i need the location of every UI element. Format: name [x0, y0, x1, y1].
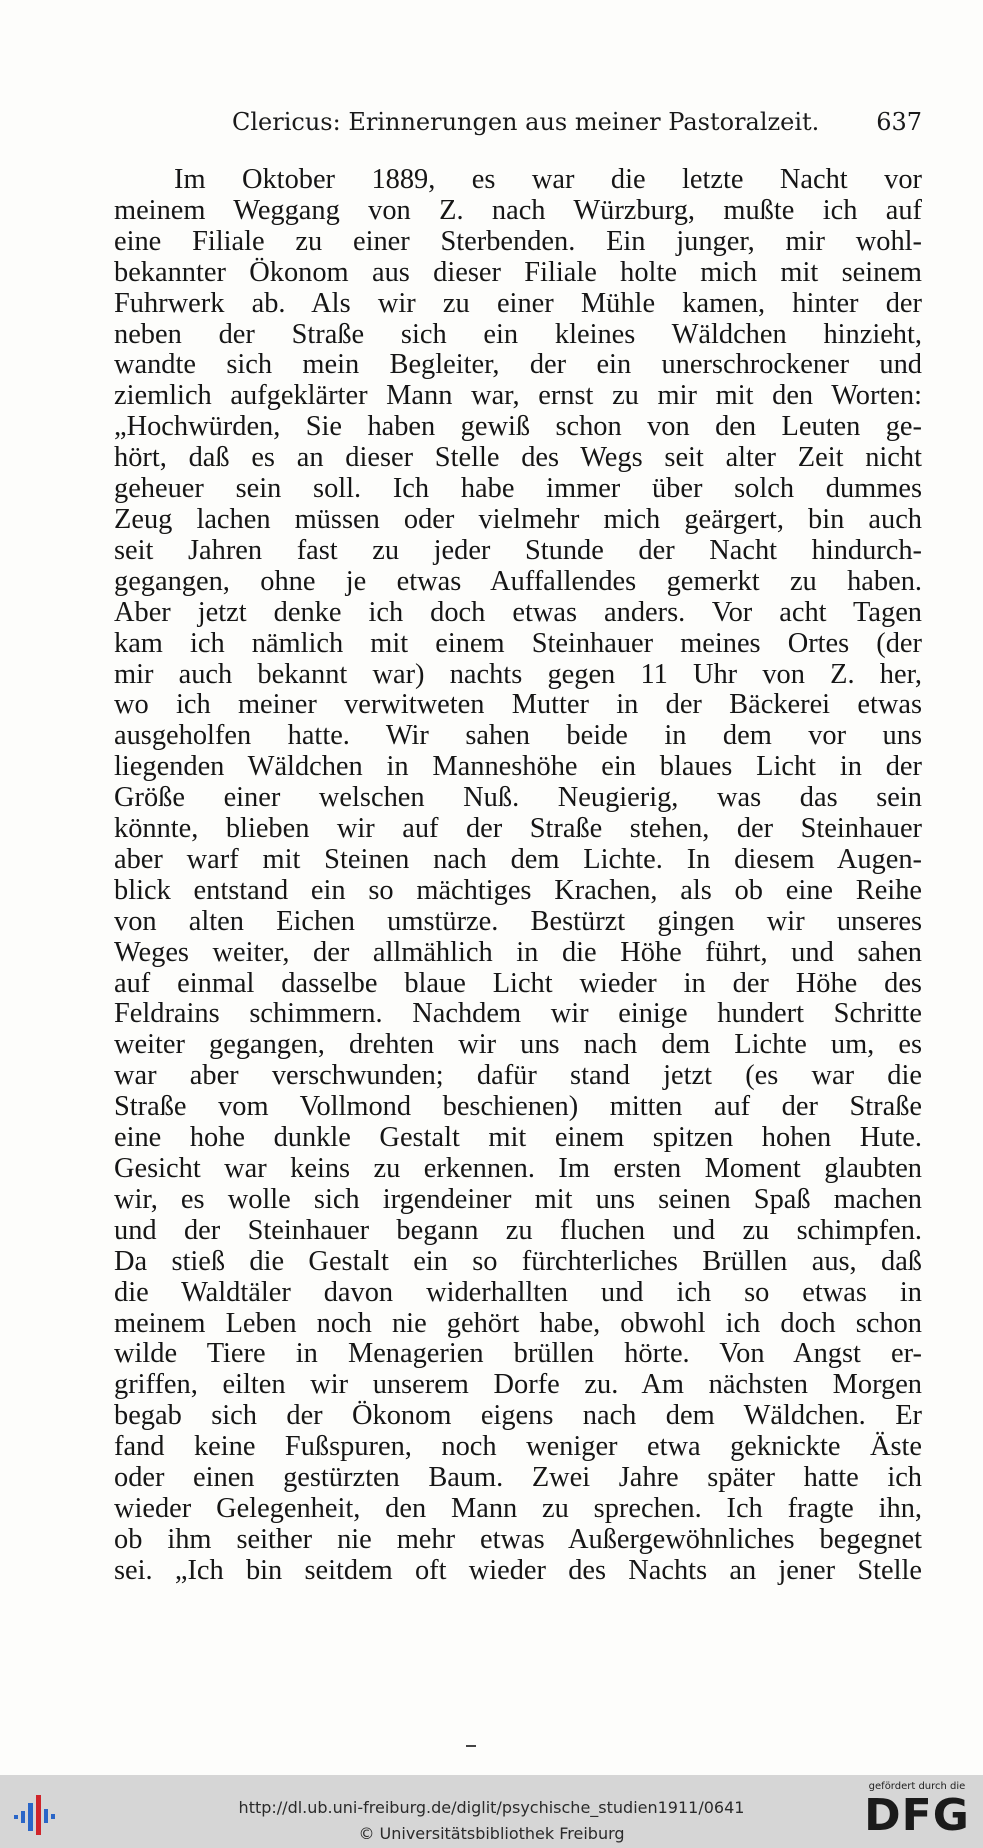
- text-line: eine Filiale zu einer Sterbenden. Ein junger, mir wohl-: [114, 225, 922, 257]
- dfg-logo: DFG: [864, 1790, 970, 1841]
- text-line: könnte, blieben wir auf der Straße stehen, der Steinhauer: [114, 813, 922, 845]
- text-line: von alten Eichen umstürze. Bestürzt gingen wir unseres: [114, 905, 922, 937]
- text-line: gegangen, ohne je etwas Auffallendes gemerkt zu haben.: [114, 565, 922, 597]
- text-line: Feldrains schimmern. Nachdem wir einige hundert Schritte: [114, 998, 922, 1030]
- text-line: bekannter Ökonom aus dieser Filiale holte mich mit seinem: [114, 256, 922, 288]
- text-line: Da stieß die Gestalt ein so fürchterliches Brüllen aus, daß: [114, 1245, 922, 1277]
- text-line: Gesicht war keins zu erkennen. Im ersten Moment glaubten: [114, 1153, 922, 1184]
- dfg-note: gefördert durch die: [868, 1781, 966, 1792]
- text-line: mir auch bekannt war) nachts gegen 11 Uhr von Z. her,: [114, 658, 922, 690]
- running-title: Clericus: Erinnerungen aus meiner Pastoralzeit.: [232, 108, 820, 136]
- text-line: auf einmal dasselbe blaue Licht wieder in der Höhe des: [114, 967, 922, 999]
- text-line: meinem Leben noch nie gehört habe, obwohl ich doch schon: [114, 1307, 922, 1339]
- text-line: wieder Gelegenheit, den Mann zu sprechen. Ich fragte ihn,: [114, 1492, 922, 1524]
- text-line: aber warf mit Steinen nach dem Lichte. In diesem Augen-: [114, 843, 922, 875]
- text-line: begab sich der Ökonom eigens nach dem Wäldchen. Er: [114, 1400, 922, 1432]
- text-line: Im Oktober 1889, es war die letzte Nacht vor: [174, 164, 922, 195]
- text-line: liegenden Wäldchen in Manneshöhe ein blaues Licht in der: [114, 751, 922, 783]
- text-line: Aber jetzt denke ich doch etwas anders. Vor acht Tagen: [114, 596, 922, 628]
- text-line: wilde Tiere in Menagerien brüllen hörte. Von Angst er-: [114, 1338, 922, 1370]
- text-line: wo ich meiner verwitweten Mutter in der Bäckerei etwas: [114, 689, 922, 721]
- text-line: Weges weiter, der allmählich in die Höhe führt, und sahen: [114, 936, 922, 968]
- text-line: wir, es wolle sich irgendeiner mit uns seinen Spaß machen: [114, 1183, 922, 1215]
- footer-url-link[interactable]: http://dl.ub.uni-freiburg.de/diglit/psychische_studien1911/0641: [238, 1798, 745, 1817]
- text-line: ausgeholfen hatte. Wir sahen beide in dem vor uns: [114, 720, 922, 752]
- text-line: und der Steinhauer begann zu fluchen und zu schimpfen.: [114, 1214, 922, 1246]
- text-line: war aber verschwunden; dafür stand jetzt (es war die: [114, 1060, 922, 1092]
- text-line: geheuer sein soll. Ich habe immer über solch dummes: [114, 473, 922, 505]
- text-line: Zeug lachen müssen oder vielmehr mich geärgert, bin auch: [114, 503, 922, 535]
- text-line: seit Jahren fast zu jeder Stunde der Nacht hindurch-: [114, 534, 922, 566]
- text-line: weiter gegangen, drehten wir uns nach dem Lichte um, es: [114, 1029, 922, 1061]
- text-line: Fuhrwerk ab. Als wir zu einer Mühle kamen, hinter der: [114, 287, 922, 319]
- text-line: Straße vom Vollmond beschienen) mitten auf der Straße: [114, 1091, 922, 1123]
- body-text: [114, 165, 922, 1587]
- text-line: griffen, eilten wir unserem Dorfe zu. Am nächsten Morgen: [114, 1369, 922, 1401]
- text-line: hört, daß es an dieser Stelle des Wegs seit alter Zeit nicht: [114, 442, 922, 474]
- text-line: ziemlich aufgeklärter Mann war, ernst zu mir mit den Worten:: [114, 380, 922, 412]
- text-line: eine hohe dunkle Gestalt mit einem spitzen hohen Hute.: [114, 1122, 922, 1154]
- footer-copyright: © Universitätsbibliothek Freiburg: [358, 1824, 625, 1843]
- footer-bar: [0, 1775, 983, 1848]
- text-line: wandte sich mein Begleiter, der ein unerschrockener und: [114, 349, 922, 381]
- bottom-mark: [466, 1745, 476, 1747]
- text-line: sei. „Ich bin seitdem oft wieder des Nachts an jener Stelle: [114, 1554, 922, 1586]
- text-line: Größe einer welschen Nuß. Neugierig, was das sein: [114, 782, 922, 814]
- text-line: fand keine Fußspuren, noch weniger etwa geknickte Äste: [114, 1431, 922, 1463]
- page-number: 637: [876, 108, 922, 136]
- text-line: neben der Straße sich ein kleines Wäldchen hinzieht,: [114, 318, 922, 350]
- text-line: ob ihm seither nie mehr etwas Außergewöhnliches begegnet: [114, 1523, 922, 1555]
- text-line: kam ich nämlich mit einem Steinhauer meines Ortes (der: [114, 627, 922, 659]
- page-header: [232, 108, 922, 142]
- text-line: die Waldtäler davon widerhallten und ich so etwas in: [114, 1276, 922, 1308]
- text-line: meinem Weggang von Z. nach Würzburg, mußte ich auf: [114, 194, 922, 226]
- text-line: „Hochwürden, Sie haben gewiß schon von den Leuten ge-: [114, 411, 922, 443]
- text-line: oder einen gestürzten Baum. Zwei Jahre später hatte ich: [114, 1462, 922, 1494]
- dfg-badge[interactable]: [863, 1781, 971, 1845]
- text-line: blick entstand ein so mächtiges Krachen, als ob eine Reihe: [114, 874, 922, 906]
